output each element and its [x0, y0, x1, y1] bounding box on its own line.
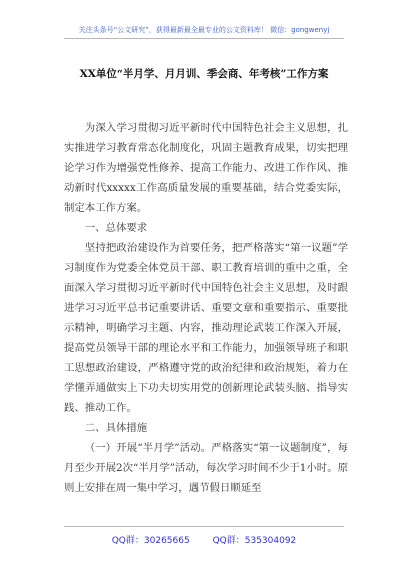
intro-paragraph: 为深入学习贯彻习近平新时代中国特色社会主义思想，扎实推进学习教育常态化制度化，巩固主题教育成果，切实把理论学习作为增强党性修养、提高工作能力、改进工作作风、推动新时代xxxxx工作高质量发展的重要基础，结合党委实际，制定本工作方案。 — [64, 122, 348, 214]
footer-qq-group-2: QQ群：535304092 — [212, 536, 297, 546]
section-heading-measures: 二、具体措施 — [84, 422, 148, 434]
general-requirements-paragraph: 坚持把政治建设作为首要任务，把严格落实“第一议题”学习制度作为党委全体党员干部、职工教育培训的重中之重，全面深入学习贯彻习近平新时代中国特色社会主义思想，及时跟进学习习近平总书记重要讲话、重要文章和重要指示、重要批示精神，明确学习主题、内容，推动理论武装工作深入开展，提高党员领导干部的理论水平和工作能力，加强领导班子和职工思想政治建设，严格遵守党的政治纪律和政治规矩，着力在学懂弄通做实上下功夫切实用党的创新理论武装头脑、指导实践、推动工作。 — [64, 242, 348, 414]
footer — [0, 533, 408, 546]
header-note: 关注头条号“公文研究”，获得最新最全最专业的公文资料库！ 微信：gongwenyj — [78, 26, 330, 34]
document-body — [64, 118, 348, 498]
document-title: XX单位“半月学、月月训、季会商、年考核”工作方案 — [79, 68, 329, 80]
footer-qq-group-1: QQ群：30265665 — [111, 536, 190, 546]
section-heading-general: 一、总体要求 — [84, 222, 148, 234]
footer-divider — [64, 526, 344, 527]
measures-paragraph: （一）开展“半月学”活动。严格落实“第一议题制度”，每月至少开展2次“半月学”活动，每次学习时间不少于1小时。原则上安排在周一集中学习，遇节假日顺延至 — [64, 442, 348, 494]
header-divider — [64, 38, 344, 39]
